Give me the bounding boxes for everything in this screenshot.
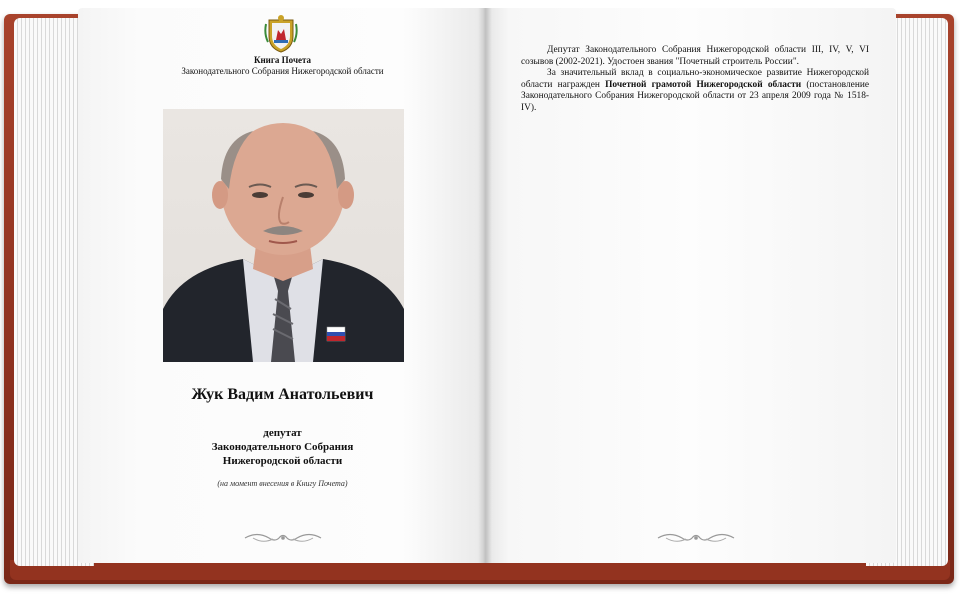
book-gutter <box>478 8 492 563</box>
award-name: Почетной грамотой Нижегородской области <box>605 79 802 90</box>
coat-of-arms-icon <box>263 14 299 54</box>
book-title: Книга Почета <box>253 55 312 65</box>
biography-text-part: (постановление Законодательного Собрания Нижегородской области от 23 апреля 2009 года № 1518-IV). <box>521 79 870 113</box>
position-region: Нижегородской области <box>222 455 343 467</box>
person-name: Жук Вадим Анатольевич <box>191 386 374 403</box>
flourish-ornament-icon <box>243 530 323 546</box>
position-title: депутат <box>263 427 302 439</box>
book-cover-bottom-edge <box>10 560 950 580</box>
biography-text-part: За значительный вклад в социально-экономическое развитие Нижегородской области награжден <box>521 68 869 90</box>
portrait-illustration <box>163 109 404 362</box>
biography-text <box>521 45 869 115</box>
entry-note: (на момент внесения в Книгу Почета) <box>217 479 348 488</box>
portrait-photo <box>163 109 404 362</box>
position-organization: Законодательного Собрания <box>211 441 354 453</box>
book-subtitle: Законодательного Собрания Нижегородской области <box>181 66 384 76</box>
flourish-ornament-icon <box>656 530 736 546</box>
biography-paragraph-1: Депутат Законодательного Собрания Нижегородской области III, IV, V, VI созывов (2002-2021). Удостоен звания "Почетный строитель России". <box>521 45 869 67</box>
biography-paragraph-2 <box>521 68 869 114</box>
